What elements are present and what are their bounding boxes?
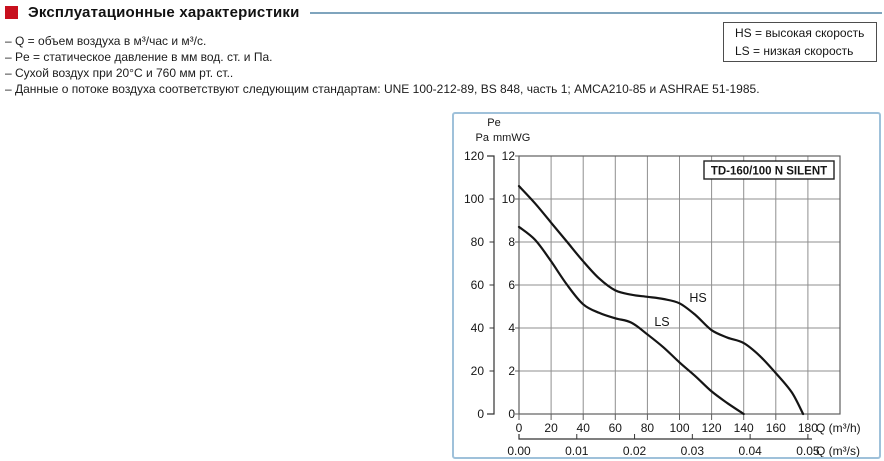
red-square-bullet-icon bbox=[5, 6, 18, 19]
svg-text:6: 6 bbox=[508, 278, 515, 292]
legend-line-hs: HS = высокая скорость bbox=[735, 26, 865, 40]
pa-axis bbox=[487, 156, 494, 414]
svg-text:0: 0 bbox=[477, 407, 484, 421]
svg-text:80: 80 bbox=[640, 421, 655, 435]
svg-text:Pe: Pe bbox=[487, 117, 501, 129]
x2-axis-label: Q (m³/s) bbox=[816, 444, 860, 457]
x-axis bbox=[516, 414, 861, 435]
ls-curve-label: LS bbox=[654, 315, 670, 329]
svg-text:140: 140 bbox=[733, 421, 754, 435]
svg-text:80: 80 bbox=[470, 235, 484, 249]
svg-text:TD-160/100 N SILENT: TD-160/100 N SILENT bbox=[710, 165, 828, 178]
svg-text:60: 60 bbox=[608, 421, 622, 435]
svg-text:4: 4 bbox=[508, 321, 515, 335]
svg-text:20: 20 bbox=[544, 421, 558, 435]
note-line: – Q = объем воздуха в м³/час и м³/с. bbox=[5, 34, 207, 48]
hs-curve bbox=[519, 186, 803, 414]
speed-legend-box bbox=[723, 22, 877, 62]
svg-text:160: 160 bbox=[765, 421, 786, 435]
section-header bbox=[5, 4, 884, 21]
svg-text:8: 8 bbox=[508, 235, 515, 249]
model-title-box bbox=[704, 161, 834, 179]
svg-text:60: 60 bbox=[470, 278, 484, 292]
x2-axis bbox=[507, 434, 860, 457]
svg-text:0.02: 0.02 bbox=[622, 444, 647, 457]
svg-text:0: 0 bbox=[508, 407, 515, 421]
svg-text:100: 100 bbox=[669, 421, 690, 435]
note-line: – Сухой воздух при 20°C и 760 мм рт. ст.. bbox=[5, 66, 234, 80]
svg-text:2: 2 bbox=[508, 364, 515, 378]
svg-text:180: 180 bbox=[797, 421, 818, 435]
performance-chart-frame bbox=[452, 112, 881, 459]
svg-text:120: 120 bbox=[463, 149, 484, 163]
legend-line-ls: LS = низкая скорость bbox=[735, 44, 854, 58]
svg-text:120: 120 bbox=[701, 421, 722, 435]
section-title: Эксплуатационные характеристики bbox=[28, 4, 300, 21]
header-rule-line bbox=[310, 12, 882, 14]
note-line: – Pe = статическое давление в мм вод. ст. и Па. bbox=[5, 50, 273, 64]
note-line: – Данные о потоке воздуха соответствуют следующим стандартам: UNE 100-212-89, BS 848, часть 1; AMCA210-85 и ASHRAE 51-1985. bbox=[5, 82, 760, 96]
svg-text:10: 10 bbox=[501, 192, 515, 206]
svg-text:0.01: 0.01 bbox=[565, 444, 589, 457]
svg-text:0.05: 0.05 bbox=[796, 444, 820, 457]
svg-text:12: 12 bbox=[501, 149, 515, 163]
ls-curve bbox=[519, 227, 744, 414]
svg-text:0.03: 0.03 bbox=[680, 444, 705, 457]
svg-text:40: 40 bbox=[470, 321, 484, 335]
performance-chart bbox=[454, 114, 879, 457]
svg-text:Pa: Pa bbox=[475, 132, 489, 144]
svg-text:40: 40 bbox=[576, 421, 590, 435]
y-axis-units bbox=[476, 117, 531, 144]
svg-text:0.00: 0.00 bbox=[507, 444, 531, 457]
hs-curve-label: HS bbox=[689, 291, 707, 305]
svg-text:0: 0 bbox=[515, 421, 523, 435]
notes-list bbox=[5, 33, 760, 97]
svg-text:mmWG: mmWG bbox=[493, 132, 531, 144]
svg-text:0.04: 0.04 bbox=[738, 444, 762, 457]
svg-text:100: 100 bbox=[463, 192, 484, 206]
x-axis-label: Q (m³/h) bbox=[816, 421, 861, 435]
svg-text:20: 20 bbox=[470, 364, 484, 378]
